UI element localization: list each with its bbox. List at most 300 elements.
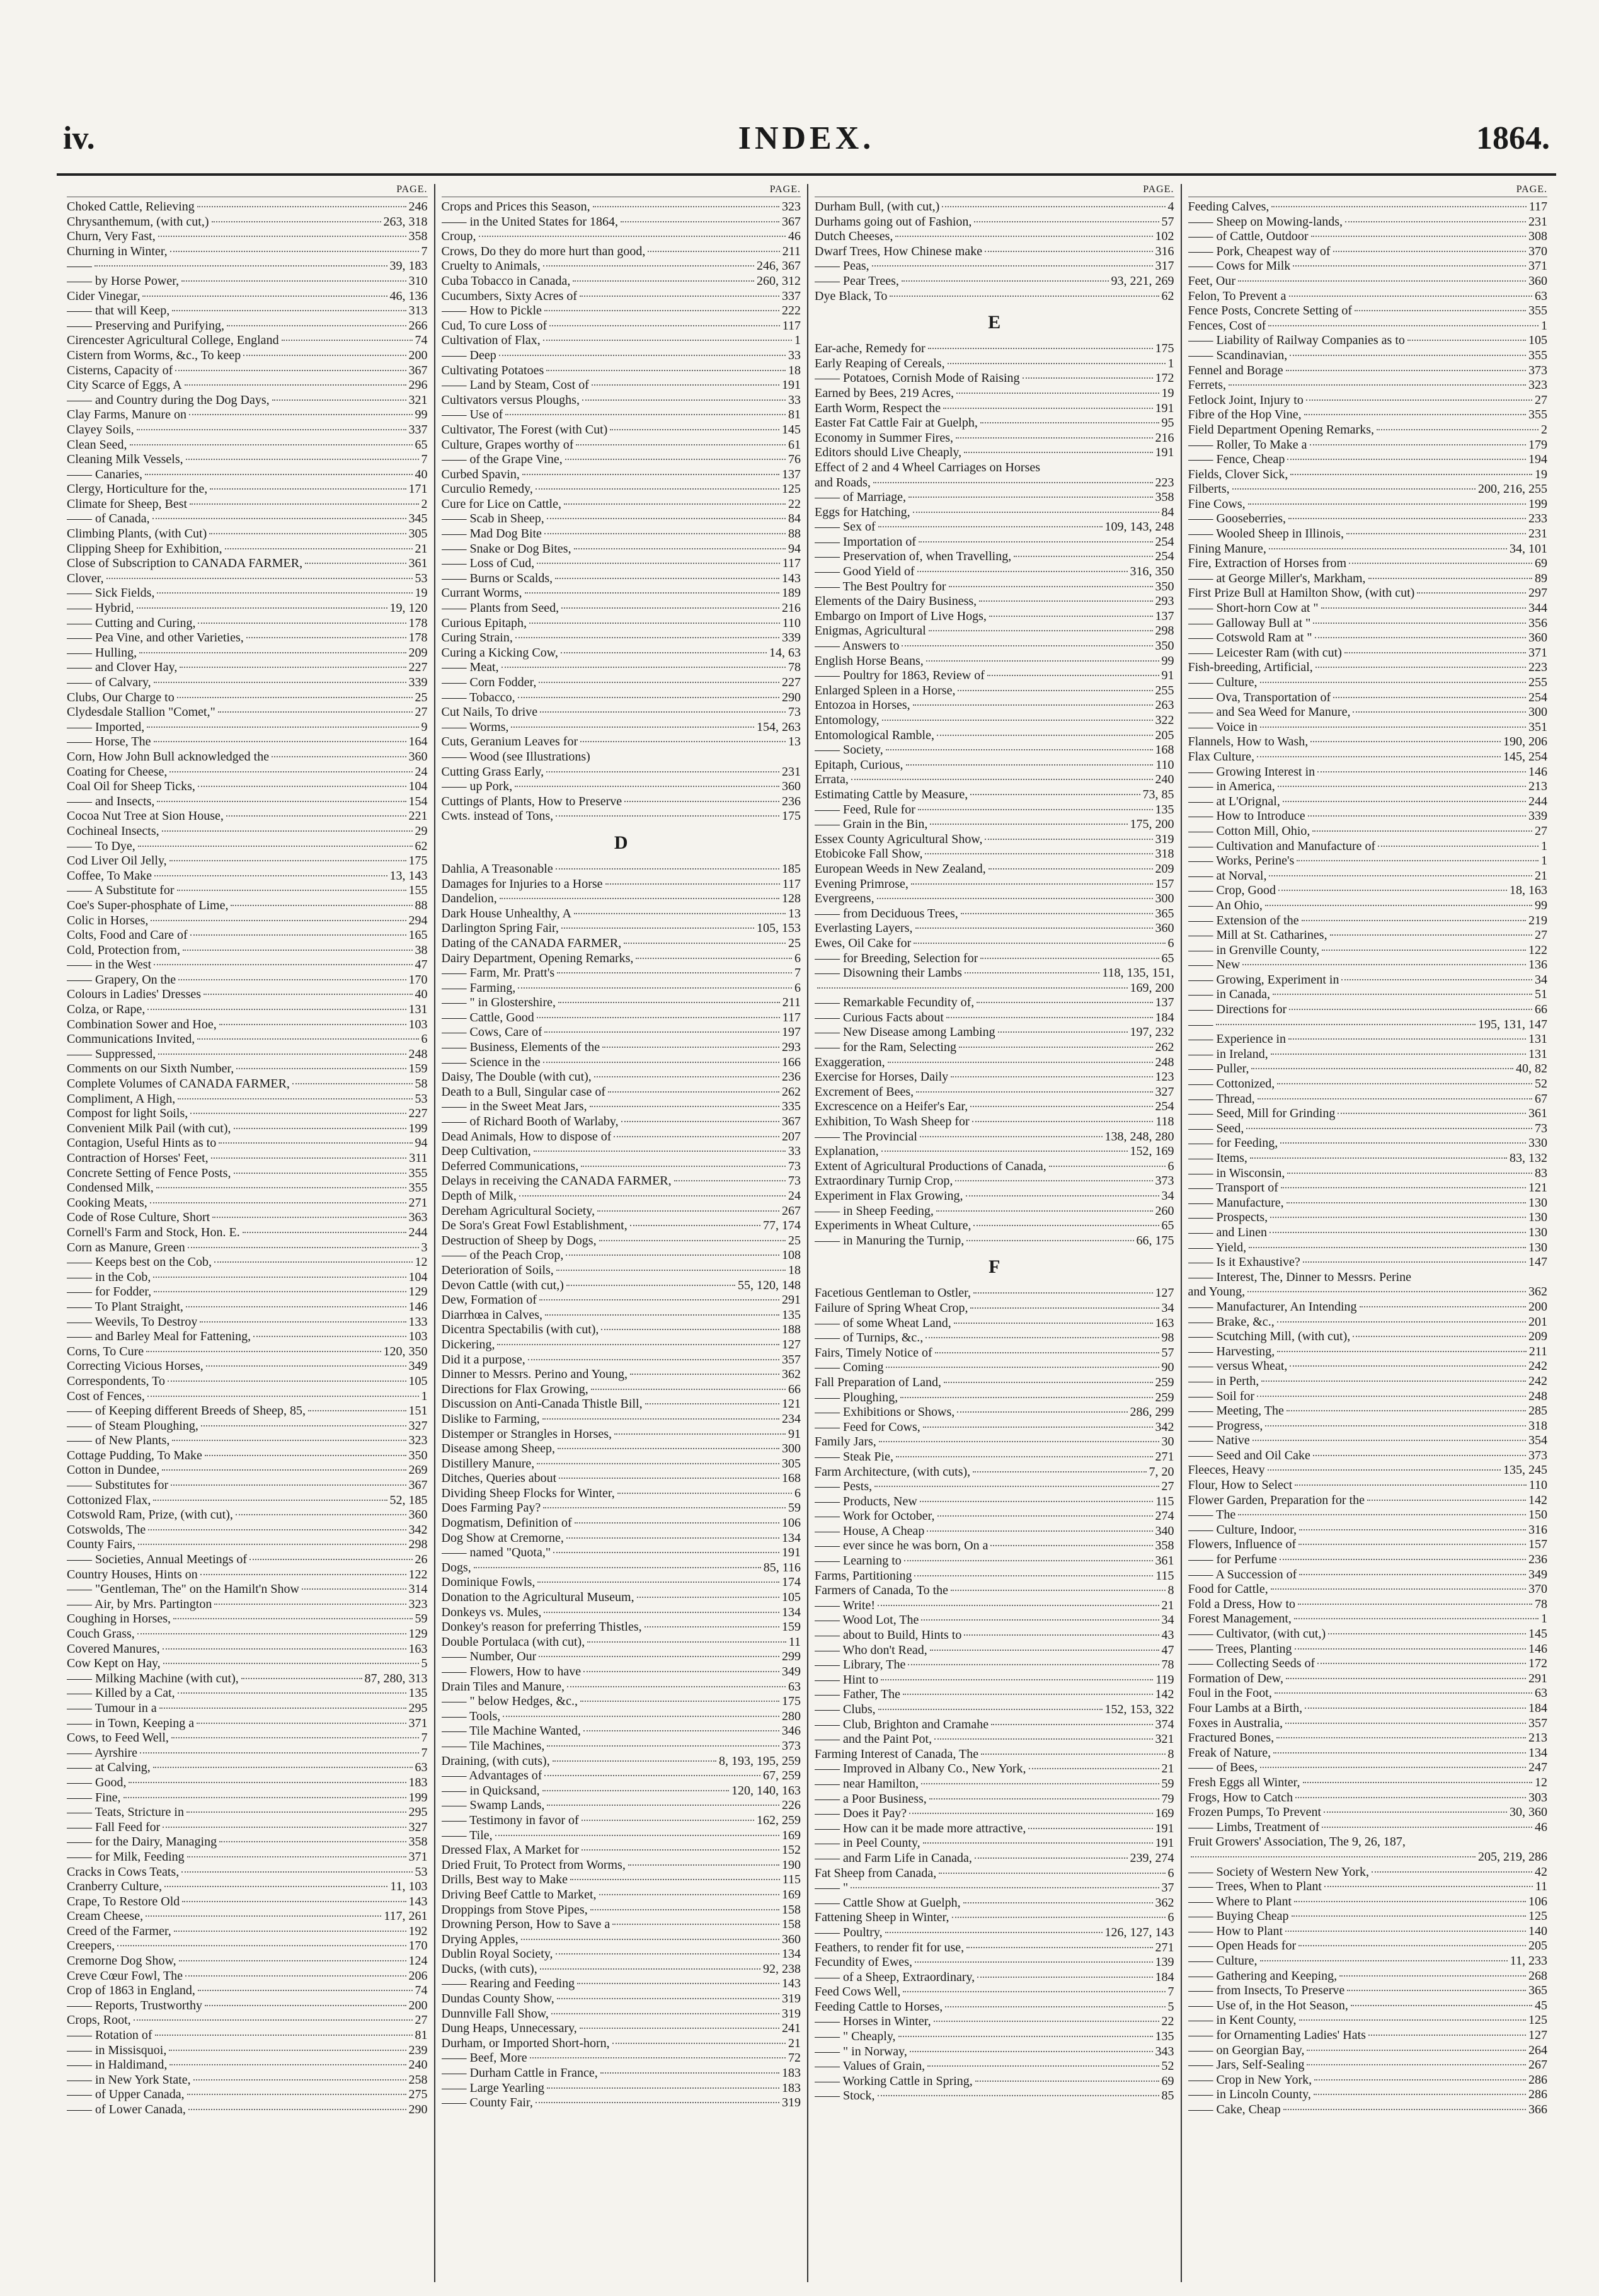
dot-leader [1289, 1009, 1532, 1010]
entry-term: Cold, Protection from, [67, 943, 180, 957]
index-entry [442, 1412, 801, 1427]
entry-pages: 117 [782, 318, 801, 333]
dot-leader [148, 1529, 406, 1530]
entry-pages: 199 [408, 1121, 428, 1135]
entry-term: —— Killed by a Cat, [67, 1686, 175, 1701]
index-entry [815, 1777, 1174, 1792]
index-entry [67, 542, 428, 557]
index-entry [442, 229, 801, 244]
page-number: iv. [63, 120, 95, 156]
dot-leader [915, 1961, 1153, 1963]
entry-pages: 247 [1528, 1760, 1547, 1775]
entry-pages: 280 [782, 1709, 801, 1723]
entry-pages: 34 [1535, 972, 1547, 987]
entry-term: —— Worms, [441, 720, 509, 734]
index-entry [1188, 1151, 1548, 1166]
index-entry [67, 1924, 428, 1939]
dot-leader [1311, 236, 1526, 237]
index-entry [442, 1680, 801, 1695]
entry-term: Evergreens, [815, 892, 874, 906]
dot-leader [593, 206, 779, 207]
entry-term: —— Good Yield of [815, 565, 915, 579]
index-entry [1188, 824, 1548, 839]
entry-term: —— Growing Interest in [1188, 764, 1315, 779]
dot-leader [985, 251, 1152, 252]
entry-term: Cow Kept on Hay, [67, 1656, 161, 1671]
dot-leader [987, 675, 1159, 676]
dot-leader [539, 682, 779, 683]
entry-term: —— Stock, [815, 2089, 875, 2103]
dot-leader [1287, 1202, 1526, 1203]
entry-term: Distillery Manure, [441, 1456, 535, 1471]
index-entry [67, 2028, 428, 2043]
index-entry [815, 535, 1174, 550]
entry-term: —— at L'Orignal, [1188, 794, 1280, 808]
index-entry [67, 1493, 428, 1508]
index-entry [442, 1977, 801, 1992]
entry-term: Experiments in Wheat Culture, [815, 1219, 971, 1233]
dot-leader [590, 1106, 779, 1107]
entry-term: Dunnville Fall Show, [441, 2006, 549, 2021]
dot-leader [599, 1894, 779, 1895]
entry-term: —— of the Peach Crop, [441, 1248, 564, 1263]
dot-leader [545, 1314, 779, 1316]
entry-pages: 200 [408, 1998, 428, 2012]
dot-leader [1283, 801, 1526, 802]
index-entry [1188, 720, 1548, 735]
entry-term: Fibre of the Hop Vine, [1188, 408, 1302, 422]
dot-leader [1238, 280, 1526, 282]
index-entry [442, 1159, 801, 1174]
entry-pages: 357 [782, 1352, 801, 1367]
entry-term: First Prize Bull at Hamilton Show, (with cut) [1188, 586, 1415, 600]
entry-pages: 73 [1535, 1121, 1547, 1135]
entry-term: —— Exhibitions or Shows, [815, 1405, 955, 1420]
entry-term: —— Jars, Self-Sealing [1188, 2058, 1305, 2072]
index-entry [67, 1077, 428, 1092]
entry-pages: 155 [408, 883, 428, 898]
entry-term: —— Swamp Lands, [441, 1798, 545, 1813]
dot-leader [543, 1062, 779, 1063]
index-entry [442, 215, 801, 230]
index-entry [67, 2013, 428, 2028]
entry-pages: 65 [1161, 1219, 1174, 1233]
entry-term: Compliment, A High, [67, 1091, 176, 1106]
entry-term: Epitaph, Curious, [815, 757, 903, 772]
index-entry [1188, 1612, 1548, 1627]
dot-leader [153, 1277, 406, 1278]
entry-pages: 209 [1528, 1329, 1547, 1344]
entry-pages: 200 [1528, 1299, 1547, 1314]
entry-pages: 33 [788, 1144, 801, 1159]
dot-leader [200, 1321, 406, 1323]
index-entry [1188, 586, 1548, 601]
entry-term: Farming Interest of Canada, The [815, 1747, 979, 1761]
index-entry [815, 609, 1174, 624]
entry-pages: 57 [1161, 1345, 1174, 1360]
entry-pages: 367 [782, 214, 801, 229]
index-entry [442, 1055, 801, 1071]
dot-leader [542, 1418, 779, 1420]
page-header [57, 120, 1556, 164]
entry-pages: 317 [1155, 259, 1174, 273]
dot-leader [1286, 1678, 1526, 1679]
index-entry [815, 2045, 1174, 2060]
dot-leader [936, 1210, 1153, 1212]
entry-pages: 4 [1167, 200, 1174, 214]
index-entry [815, 936, 1174, 951]
dot-leader [152, 518, 406, 519]
entry-pages: 19 [1161, 386, 1174, 400]
entry-term: Fining Manure, [1188, 541, 1266, 556]
entry-pages: 46, 136 [389, 289, 428, 303]
entry-pages: 122 [408, 1567, 428, 1581]
index-entry [442, 1992, 801, 2007]
entry-pages: 175 [782, 809, 801, 824]
entry-pages: 52 [1161, 2059, 1174, 2074]
dot-leader [1273, 1752, 1526, 1754]
entry-pages: 12 [415, 1255, 428, 1270]
index-entry [815, 594, 1174, 609]
index-entry [442, 996, 801, 1011]
index-entry [67, 1523, 428, 1538]
index-entry [1188, 1196, 1548, 1211]
entry-pages: 34, 101 [1510, 541, 1547, 556]
entry-pages: 105 [1528, 333, 1547, 348]
entry-pages: 300 [782, 1442, 801, 1456]
dot-leader [95, 265, 387, 267]
index-entry [67, 1032, 428, 1047]
dot-leader [582, 1849, 779, 1851]
index-entry [1188, 2043, 1548, 2058]
entry-pages: 248 [1155, 1055, 1174, 1069]
dot-leader [566, 1537, 779, 1539]
entry-term: Ducks, (with cuts), [441, 1961, 537, 1976]
entry-term: Entozoa in Horses, [815, 698, 910, 713]
index-entry [442, 1561, 801, 1576]
index-entry [442, 1605, 801, 1621]
entry-pages: 360 [782, 779, 801, 794]
entry-pages: 169 [782, 1828, 801, 1842]
entry-pages: 221 [408, 809, 428, 824]
entry-pages: 290 [782, 690, 801, 704]
index-entry [67, 1776, 428, 1791]
index-entry [67, 1270, 428, 1285]
index-entry [1188, 1880, 1548, 1895]
index-entry [442, 333, 801, 348]
index-entry [67, 1805, 428, 1820]
index-entry [67, 423, 428, 438]
entry-term: Cider Vinegar, [67, 289, 140, 303]
entry-term: Clubs, Our Charge to [67, 690, 175, 704]
dot-leader [518, 697, 779, 698]
entry-pages: 53 [415, 1864, 428, 1879]
entry-term: Drain Tiles and Manure, [441, 1679, 565, 1694]
section-letter: D [614, 832, 628, 853]
index-entry [442, 1784, 801, 1799]
index-entry [67, 364, 428, 379]
entry-pages: 310 [408, 273, 428, 288]
entry-term: —— Yield, [1188, 1240, 1247, 1254]
dot-leader [1347, 1990, 1526, 1991]
index-entry [1188, 438, 1548, 453]
entry-term: —— The [1188, 1508, 1236, 1522]
entry-term: —— Harvesting, [1188, 1344, 1275, 1358]
entry-term: Dew, Formation of [441, 1293, 537, 1307]
index-entry [815, 2000, 1174, 2015]
index-entry [815, 1658, 1174, 1673]
entry-pages: 197, 232 [1130, 1025, 1174, 1040]
dot-leader [610, 429, 779, 430]
dot-leader [198, 786, 406, 787]
entry-term: Croup, [441, 229, 476, 244]
entry-pages: 311 [409, 1151, 428, 1165]
entry-term: Family Jars, [815, 1435, 876, 1449]
dot-leader [921, 1619, 1159, 1621]
entry-pages: 201 [1528, 1314, 1547, 1329]
dot-leader [169, 2064, 406, 2065]
page-column-label: PAGE. [1188, 184, 1548, 197]
dot-leader [530, 2057, 786, 2058]
entry-pages: 133 [408, 1314, 428, 1329]
entry-term: —— Working Cattle in Spring, [815, 2074, 973, 2088]
entry-pages: 184 [1528, 1701, 1547, 1715]
dot-leader [253, 1336, 406, 1337]
index-entry [442, 1367, 801, 1382]
entry-pages: 128 [782, 892, 801, 906]
entry-term: —— for Ornamenting Ladies' Hats [1188, 2028, 1366, 2043]
entry-pages: 248 [1528, 1389, 1547, 1403]
index-entry [442, 1917, 801, 1932]
index-entry [67, 586, 428, 601]
entry-pages: 343 [1155, 2044, 1174, 2058]
dot-leader [1277, 1351, 1526, 1352]
entry-pages: 319 [1155, 832, 1174, 846]
entry-pages: 7, 20 [1149, 1464, 1174, 1479]
index-entry [815, 1687, 1174, 1702]
index-entry [67, 497, 428, 512]
index-entry [815, 1613, 1174, 1628]
entry-pages: 118 [1155, 1115, 1174, 1129]
dot-leader [163, 1827, 406, 1828]
entry-term: Climate for Sheep, Best [67, 497, 188, 511]
entry-term: —— of Bees, [1188, 1760, 1258, 1775]
index-entry [67, 735, 428, 750]
index-entry [67, 556, 428, 571]
index-entry [1188, 1835, 1548, 1850]
dot-leader [917, 571, 1128, 572]
index-entry [67, 1835, 428, 1850]
entry-pages: 354 [1528, 1433, 1547, 1448]
entry-term: —— The Provincial [815, 1129, 917, 1144]
entry-term: Fennel and Borage [1188, 363, 1283, 377]
entry-term: Cotswold Ram, Prize, (with cut), [67, 1508, 233, 1522]
entry-pages: 163 [1155, 1316, 1174, 1330]
index-entry [815, 1747, 1174, 1762]
index-entry [67, 898, 428, 914]
entry-term: —— in Ireland, [1188, 1047, 1268, 1061]
entry-pages: 47 [1161, 1643, 1174, 1657]
entry-pages: 269 [408, 1463, 428, 1478]
index-entry [442, 1085, 801, 1100]
index-entry [67, 1612, 428, 1627]
entry-pages: 120, 140, 163 [731, 1783, 801, 1798]
dot-leader [630, 1225, 760, 1226]
entry-term: City Scarce of Eggs, A [67, 378, 182, 393]
dot-leader [515, 786, 779, 787]
dot-leader [1288, 518, 1526, 519]
dot-leader [201, 1425, 406, 1426]
entry-term: —— Clubs, [815, 1702, 876, 1716]
index-entry [442, 482, 801, 497]
entry-pages: 99 [415, 408, 428, 422]
index-entry [442, 468, 801, 483]
dot-leader [942, 206, 1165, 207]
entry-term: —— Pests, [815, 1479, 873, 1494]
entry-term: Extent of Agricultural Productions of Canada, [815, 1159, 1046, 1173]
entry-term: Ferrets, [1188, 378, 1227, 393]
dot-leader [1353, 711, 1526, 713]
entry-pages: 183 [782, 2081, 801, 2095]
entry-pages: 25 [788, 1233, 801, 1248]
dot-leader [1407, 340, 1526, 341]
entry-term: Feathers, to render fit for use, [815, 1940, 965, 1954]
entry-term: Clean Seed, [67, 437, 127, 452]
entry-term: —— Rotation of [67, 2028, 152, 2043]
entry-term: —— Values of Grain, [815, 2059, 926, 2074]
entry-term: Did it a purpose, [441, 1352, 525, 1367]
entry-term: Elements of the Dairy Business, [815, 594, 977, 609]
entry-term: Depth of Milk, [441, 1189, 517, 1203]
entry-term: —— Gathering and Keeping, [1188, 1968, 1338, 1983]
entry-pages: 25 [788, 936, 801, 950]
dot-leader [974, 221, 1159, 222]
entry-pages: 147 [1528, 1255, 1547, 1270]
index-entry [442, 378, 801, 393]
entry-pages: 169, 200 [1130, 980, 1174, 995]
entry-term: —— of Canada, [67, 512, 150, 526]
entry-term: —— Imported, [67, 720, 145, 734]
dot-leader [547, 2087, 779, 2089]
entry-pages: 258 [408, 2072, 428, 2087]
entry-pages: 190, 206 [1503, 735, 1547, 749]
entry-pages: 7 [421, 1745, 428, 1760]
entry-term: Disease among Sheep, [441, 1442, 556, 1456]
entry-term: Flower Garden, Preparation for the [1188, 1493, 1365, 1507]
entry-pages: 264 [1528, 2043, 1547, 2057]
dot-leader [1265, 905, 1532, 906]
entry-pages: 158 [782, 1917, 801, 1932]
dot-leader [272, 756, 406, 757]
entry-term: Frozen Pumps, To Prevent [1188, 1805, 1322, 1820]
dot-leader [900, 1397, 1152, 1398]
entry-pages: 74 [415, 333, 428, 348]
entry-term: —— Seed, Mill for Grinding [1188, 1106, 1336, 1121]
entry-term: Excrescence on a Heifer's Ear, [815, 1099, 968, 1114]
dot-leader [198, 623, 406, 624]
entry-term: Coating for Cheese, [67, 764, 168, 779]
entry-term: Destruction of Sheep by Dogs, [441, 1233, 597, 1248]
entry-pages: 191 [782, 1546, 801, 1560]
index-entry [815, 1099, 1174, 1115]
dot-leader [181, 1871, 412, 1873]
dot-leader [1287, 1410, 1526, 1411]
dot-leader [878, 526, 1103, 527]
index-entry [442, 1040, 801, 1055]
entry-term: —— Father, The [815, 1687, 901, 1702]
dot-leader [1229, 384, 1526, 386]
entry-term: —— of Upper Canada, [67, 2087, 185, 2102]
entry-term: Dried Fruit, To Protect from Worms, [441, 1857, 626, 1872]
dot-leader [553, 1552, 779, 1553]
section-letter: E [988, 312, 1001, 333]
index-entry [442, 1813, 801, 1828]
dot-leader [956, 437, 1153, 439]
entry-pages: 119 [1155, 1672, 1174, 1687]
entry-term: Essex County Agricultural Show, [815, 832, 983, 846]
dot-leader [617, 1493, 792, 1494]
index-entry [815, 713, 1174, 728]
dot-leader [190, 1113, 406, 1114]
entry-pages: 1 [794, 333, 801, 348]
dot-leader [1322, 950, 1526, 951]
index-entry [815, 772, 1174, 788]
index-entry [442, 1353, 801, 1368]
entry-term: Crops, Root, [67, 2013, 131, 2028]
entry-term: Dressed Flax, A Market for [441, 1843, 579, 1857]
dot-leader [1268, 1469, 1501, 1471]
index-entry [67, 646, 428, 661]
index-entry [1188, 1478, 1548, 1493]
index-entry [1188, 1820, 1548, 1835]
dot-leader [948, 363, 1166, 364]
dot-leader [198, 1990, 413, 1991]
dot-leader [1049, 1166, 1166, 1167]
entry-pages: 27 [415, 705, 428, 720]
entry-term: —— in Canada, [1188, 987, 1271, 1002]
index-entry [442, 348, 801, 364]
dot-leader [227, 325, 406, 326]
entry-term: Forest Management, [1188, 1612, 1292, 1626]
index-entry [442, 966, 801, 981]
index-entry [1188, 1850, 1548, 1865]
dot-leader [1322, 1827, 1532, 1828]
index-entry [442, 1754, 801, 1769]
entry-term: Creepers, [67, 1939, 115, 1953]
dot-leader [973, 1292, 1152, 1294]
entry-term: Drills, Best way to Make [441, 1873, 568, 1887]
entry-pages: 349 [782, 1665, 801, 1679]
entry-term: Dereham Agricultural Society, [441, 1203, 595, 1218]
entry-pages: 129 [408, 1285, 428, 1299]
dot-leader [582, 1820, 754, 1821]
entry-pages: 169 [1155, 1806, 1174, 1821]
entry-term: Fruit Growers' Association, The 9, 26, 187, [1188, 1835, 1406, 1849]
dot-leader [178, 1692, 406, 1694]
entry-pages: 318 [1155, 847, 1174, 861]
index-entry [815, 892, 1174, 907]
entry-pages: 27 [1535, 928, 1547, 943]
index-entry [67, 2043, 428, 2058]
entry-term: —— House, A Cheap [815, 1524, 925, 1538]
entry-pages: 339 [408, 675, 428, 689]
entry-term: Cranberry Culture, [67, 1880, 163, 1894]
dot-leader [1250, 1157, 1507, 1159]
index-entry [67, 1181, 428, 1196]
index-entry [442, 1234, 801, 1249]
entry-term: —— Farm, Mr. Pratt's [441, 966, 555, 980]
index-entry [1188, 1062, 1548, 1077]
